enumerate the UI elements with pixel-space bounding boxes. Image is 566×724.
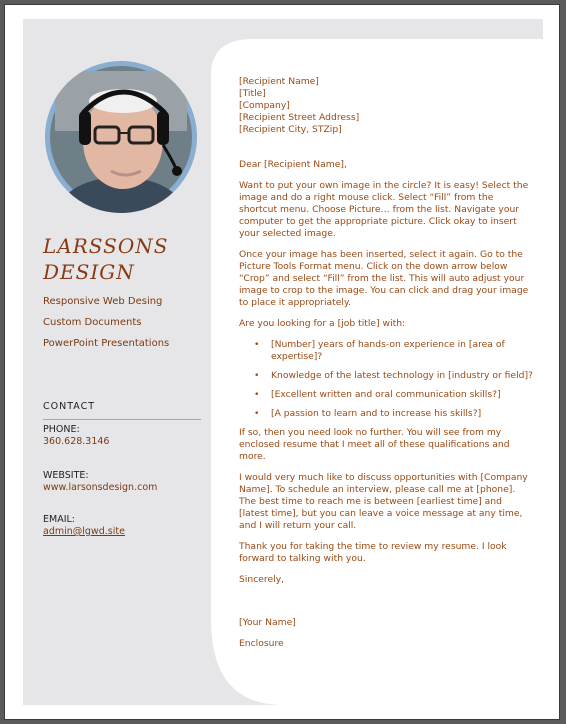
website-value: www.larsonsdesign.com (43, 482, 158, 493)
recipient-line: [Recipient Name] (239, 76, 319, 87)
list-item: • [A passion to learn and to increase his skills?] (239, 408, 533, 420)
paragraph: Once your image has been inserted, select it again. Go to the Picture Tools Format menu. Click on the down arrow below “Crop” and select “Fill” from the list. This will auto adjust your image to crop to the image. You can click and drag your image to place it appropriately. (239, 249, 529, 308)
website-label: WEBSITE: (43, 470, 89, 481)
service-item: Responsive Web Desing (43, 296, 163, 307)
paragraph: I would very much like to discuss opportunities with [Company Name]. To schedule an interview, please call me at [phone]. The best time to reach me is between [earliest time] and [latest time], but you can leave a voice message at any time, and I will return your call. (239, 472, 528, 531)
list-item: • [Number] years of hands-on experience in [area of expertise]? (239, 339, 533, 363)
brand-name (43, 233, 193, 285)
phone-block (43, 424, 109, 448)
website-block (43, 470, 157, 494)
paragraph: If so, then you need look no further. You will see from my enclosed resume that I meet all of these qualifications and more. (239, 427, 510, 462)
paragraph: Want to put your own image in the circle? It is easy! Select the image and do a right mouse click. Select “Fill” from the shortcut menu. Choose Picture… from the list. Navigate your computer to get the appropriate picture. Click okay to insert your selected image. (239, 180, 529, 239)
email-label: EMAIL: (43, 514, 75, 525)
email-block (43, 514, 125, 538)
contact-heading: CONTACT (43, 401, 96, 412)
paragraph: Are you looking for a [job title] with: (239, 318, 406, 329)
recipient-line: [Recipient City, STZip] (239, 124, 342, 135)
paragraph: Thank you for taking the time to review my resume. I look forward to talking with you. (239, 541, 507, 564)
recipient-line: [Title] (239, 88, 266, 99)
contact-divider (43, 419, 201, 420)
closing: Sincerely, (239, 574, 285, 585)
brand-line2: DESIGN (43, 260, 135, 284)
letter-page (4, 4, 560, 720)
email-link[interactable]: admin@lgwd.site (43, 526, 125, 537)
enclosure: Enclosure (239, 638, 284, 649)
list-item: • Knowledge of the latest technology in [industry or field]? (239, 370, 533, 382)
service-item: PowerPoint Presentations (43, 338, 170, 349)
letter-body (239, 67, 533, 659)
brand-line1: LARSSONS (43, 234, 169, 258)
qualification-list (239, 339, 533, 420)
phone-label: PHONE: (43, 424, 80, 435)
recipient-line: [Company] (239, 100, 290, 111)
recipient-line: [Recipient Street Address] (239, 112, 360, 123)
list-item: • [Excellent written and oral communication skills?] (239, 389, 533, 401)
service-item: Custom Documents (43, 317, 142, 328)
salutation: Dear [Recipient Name], (239, 159, 347, 170)
services-list (43, 291, 169, 354)
signature: [Your Name] (239, 617, 296, 628)
profile-photo (45, 61, 197, 213)
phone-value: 360.628.3146 (43, 436, 110, 447)
